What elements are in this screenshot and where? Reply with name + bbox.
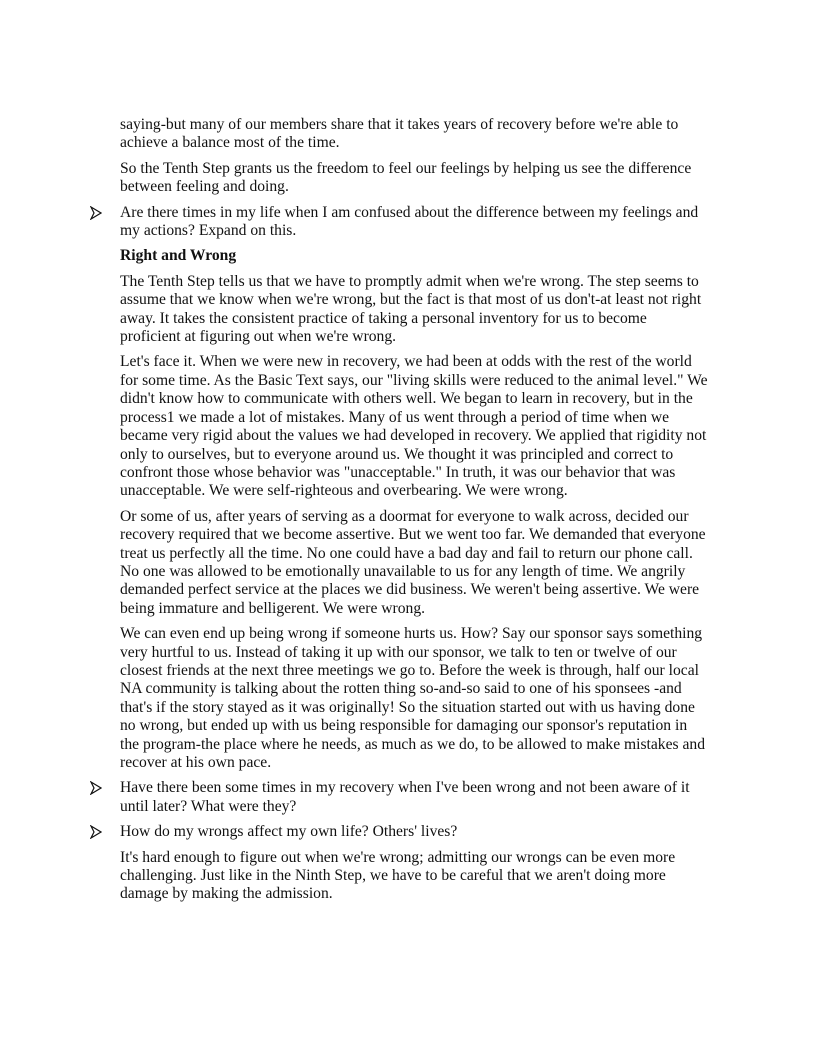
question-text: Are there times in my life when I am confused about the difference between my feelings and my actions? Expand on this. xyxy=(120,203,699,240)
arrowhead-bullet-icon xyxy=(90,206,102,220)
question-wrongs-affect-lives xyxy=(120,823,710,841)
question-feelings-vs-actions xyxy=(120,204,710,241)
paragraph-doormat: Or some of us, after years of serving as a doormat for everyone to walk across, decided our recovery required that we become assertive. But we went too far. We demanded that everyone treat us perfectly all the time. No one could have a bad day and fail to return our phone call. No one was allowed to be emotionally unavailable to us for any length of time. We angrily demanded perfect service at the places we did business. We weren't being assertive. We were being immature and belligerent. We were wrong. xyxy=(120,507,706,617)
paragraph-admitting-wrongs: It's hard enough to figure out when we're wrong; admitting our wrongs can be even more challenging. Just like in the Ninth Step, we have to be careful that we aren't doing more damage by making the admission. xyxy=(120,848,676,903)
paragraph-freedom-to-feel: So the Tenth Step grants us the freedom to feel our feelings by helping us see the difference between feeling and doing. xyxy=(120,159,692,196)
arrowhead-bullet-icon xyxy=(90,781,102,795)
arrowhead-bullet-icon xyxy=(90,825,102,839)
paragraph-lets-face-it: Let's face it. When we were new in recovery, we had been at odds with the rest of the world for some time. As the Basic Text says, our "living skills were reduced to the animal level." We didn't know how to communicate with others well. We began to learn in recovery, but in the process1 we made a lot of mistakes. Many of us went through a period of time when we became very rigid about the values we had developed in recovery. We applied that rigidity not only to ourselves, but to everyone around us. We thought it was principled and correct to confront those whose behavior was "unacceptable." In truth, it was our behavior that was unacceptable. We were self-righteous and overbearing. We were wrong. xyxy=(120,353,708,500)
question-text: How do my wrongs affect my own life? Others' lives? xyxy=(120,823,458,841)
section-heading-right-and-wrong: Right and Wrong xyxy=(120,247,237,265)
question-wrong-not-aware xyxy=(120,779,710,816)
question-text: Have there been some times in my recovery when I've been wrong and not been aware of it until later? What were they? xyxy=(120,779,690,815)
paragraph-promptly-admit: The Tenth Step tells us that we have to promptly admit when we're wrong. The step seems to assume that we know when we're wrong, but the fact is that most of us don't-at least not right away. It takes the consistent practice of taking a personal inventory for us to become proficient at figuring out when we're wrong. xyxy=(120,272,702,346)
paragraph-sponsor-hurts: We can even end up being wrong if someone hurts us. How? Say our sponsor says something very hurtful to us. Instead of taking it up with our sponsor, we talk to ten or twelve of our closest friends at the next three meetings we go to. Before the week is through, half our local NA community is talking about the rotten thing so-and-so said to one of his sponsees -and that's if the story stayed as it was originally! So the situation started out with us having done no wrong, but ended up with us being responsible for damaging our sponsor's reputation in the program-the place where he needs, as much as we do, to be allowed to make mistakes and recover at his own pace. xyxy=(120,625,705,771)
paragraph-achieve-balance: saying-but many of our members share that it takes years of recovery before we're able to achieve a balance most of the time. xyxy=(120,116,679,152)
document-body xyxy=(120,116,710,911)
